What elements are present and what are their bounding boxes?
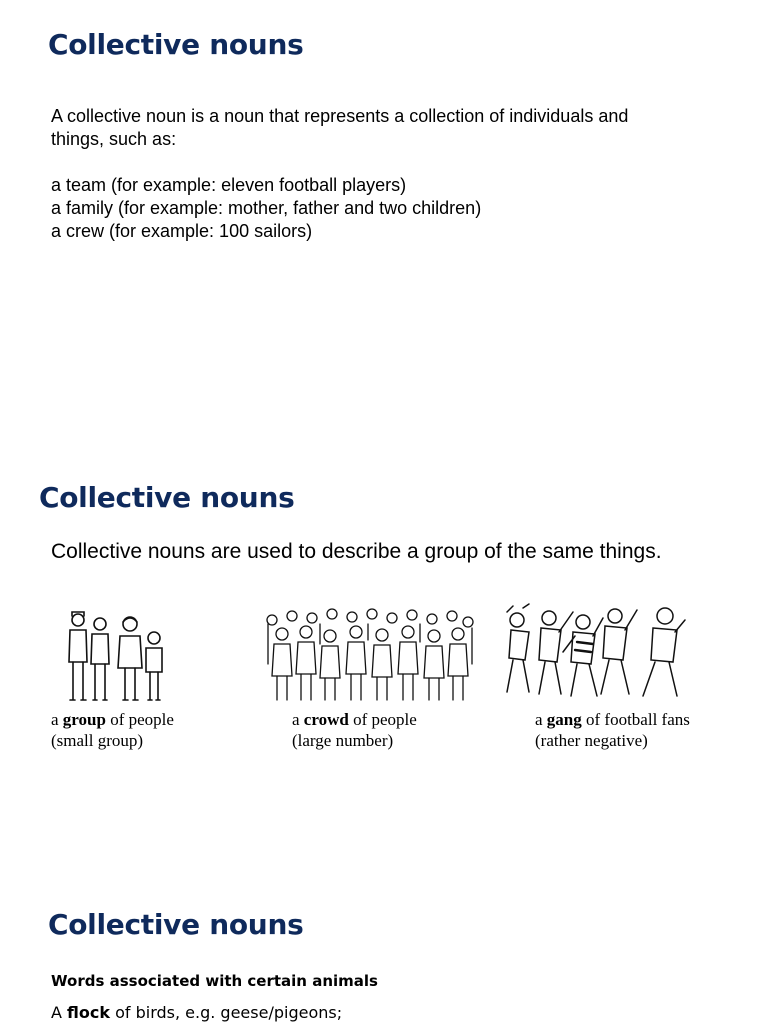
person-figure bbox=[69, 612, 87, 700]
slide-2-description: Collective nouns are used to describe a group of the same things. bbox=[51, 540, 662, 563]
group-of-people-illustration bbox=[62, 606, 172, 706]
crowd-of-people-illustration bbox=[260, 604, 476, 706]
gang-of-fans-illustration bbox=[503, 602, 688, 704]
slide-3-title: Collective nouns bbox=[48, 908, 304, 941]
slide-1-intro-line-1: A collective noun is a noun that represents a collection of individuals and bbox=[51, 106, 629, 126]
slide-1-example-family: a family (for example: mother, father and two children) bbox=[51, 198, 482, 218]
slide-1-example-crew: a crew (for example: 100 sailors) bbox=[51, 221, 313, 241]
crowd-back-row bbox=[267, 609, 473, 627]
slide-1-example-team: a team (for example: eleven football players) bbox=[51, 175, 407, 195]
slide-1-intro-line-2: things, such as: bbox=[51, 129, 177, 149]
person-figure bbox=[91, 618, 109, 700]
fan-figure bbox=[643, 608, 685, 696]
fan-figure bbox=[507, 604, 529, 692]
crowd-front-row bbox=[268, 624, 472, 700]
person-figure bbox=[118, 617, 142, 700]
slide-3-subheading: Words associated with certain animals bbox=[51, 972, 378, 990]
slide-2-title: Collective nouns bbox=[39, 481, 295, 514]
slide-3-flock-line: A flock of birds, e.g. geese/pigeons; bbox=[51, 1003, 343, 1022]
fan-figure bbox=[539, 611, 573, 694]
gang-caption: a gang of football fans (rather negative) bbox=[535, 710, 690, 750]
slide-1-title: Collective nouns bbox=[48, 28, 304, 61]
crowd-caption: a crowd of people (large number) bbox=[292, 710, 417, 750]
fan-figure bbox=[601, 609, 637, 694]
group-caption: a group of people (small group) bbox=[51, 710, 174, 750]
fan-figure bbox=[563, 615, 603, 696]
person-figure bbox=[146, 632, 162, 700]
